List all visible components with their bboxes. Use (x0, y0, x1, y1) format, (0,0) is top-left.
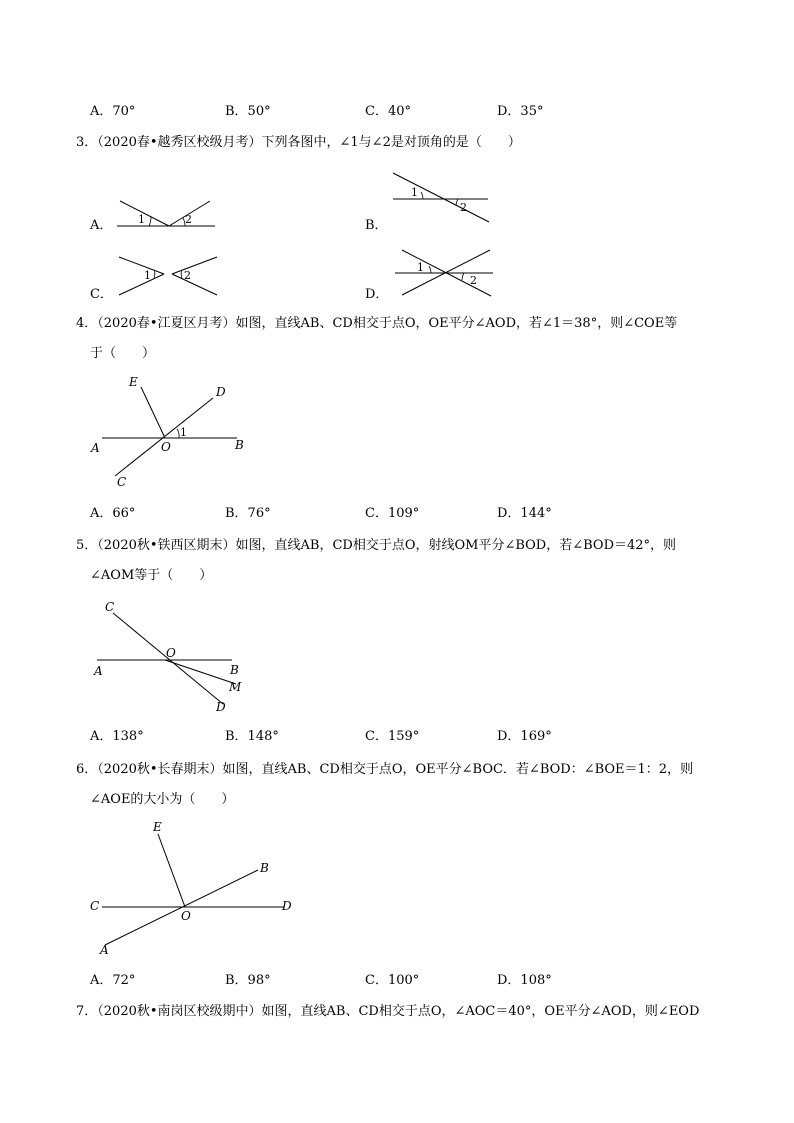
q6-label-a: A (100, 943, 109, 957)
q4-option-c: C．109° (365, 506, 420, 521)
q3a-label-1: 1 (138, 213, 145, 226)
q5-label-b: B (230, 663, 239, 677)
q6-stem-line1: 6．（2020秋•长春期末）如图，直线AB、CD相交于点O，OE平分∠BOC．若∠BOD：∠BOE＝1：2，则 (76, 762, 694, 777)
q4-ray-oe (141, 387, 165, 438)
q3d-label-1: 1 (417, 261, 424, 274)
q3c-label-2: 2 (184, 269, 191, 282)
q3b-arc-1 (421, 192, 423, 199)
q5-option-a: A．138° (90, 729, 144, 744)
q3d-arc-1 (429, 266, 431, 273)
q4-label-c: C (117, 475, 127, 489)
q6-option-d: D．108° (497, 973, 552, 988)
q4-label-d: D (216, 385, 226, 399)
q4-option-d: D．144° (497, 506, 552, 521)
q5-stem-line1: 5．（2020秋•铁西区期末）如图，直线AB，CD相交于点O，射线OM平分∠BOD，若∠BOD＝42°，则 (76, 538, 677, 553)
q4-arc-1 (177, 429, 179, 438)
q6-label-b: B (260, 861, 269, 875)
q3a-label-2: 2 (185, 213, 192, 226)
q6-option-a: A．72° (90, 973, 136, 988)
q5-option-b: B．148° (225, 729, 279, 744)
q6-label-d: D (282, 899, 292, 913)
q5-label-d: D (216, 700, 226, 714)
q6-label-e: E (153, 820, 162, 834)
q4-option-b: B．76° (225, 506, 271, 521)
q3c-left-upper (119, 257, 164, 274)
q6-stem-line2: ∠AOE的大小为（ ） (90, 792, 235, 807)
q6-figure (85, 815, 300, 960)
q5-label-o: O (166, 646, 176, 660)
q3-figure-c (112, 252, 222, 300)
q5-option-d: D．169° (497, 729, 552, 744)
q3b-label-1: 1 (411, 186, 418, 199)
q5-label-c: C (105, 600, 115, 614)
q3-figure-a (112, 192, 222, 234)
q6-label-c: C (90, 899, 100, 913)
q3b-arc-2 (456, 199, 458, 205)
q4-stem-line1: 4．（2020春•江夏区月考）如图，直线AB、CD相交于点O，OE平分∠AOD，若∠1＝38°，则∠COE等 (76, 316, 678, 331)
q4-label-a: A (91, 441, 100, 455)
q6-ray-oe (158, 834, 185, 907)
q3c-right-lower (172, 274, 217, 295)
q3-option-a-label: A． (90, 218, 113, 233)
q5-label-m: M (229, 680, 242, 694)
q2-option-b: B．50° (225, 104, 271, 119)
q4-label-b: B (235, 438, 244, 452)
q7-stem-line1: 7．（2020秋•南岗区校级期中）如图，直线AB、CD相交于点O，∠AOC＝40°，OE平分∠AOD，则∠EOD (76, 1004, 700, 1019)
q6-option-b: B．98° (225, 973, 271, 988)
q3b-transversal (393, 173, 489, 222)
q4-figure (85, 372, 260, 492)
q3c-arc-2 (181, 270, 182, 278)
q6-option-c: C．100° (365, 973, 420, 988)
q4-label-e: E (129, 375, 138, 389)
q5-ray-om (165, 660, 236, 684)
q4-option-a: A．66° (90, 506, 136, 521)
q3a-arc-1 (149, 217, 151, 226)
q4-label-o: O (161, 440, 171, 454)
q5-label-a: A (94, 664, 103, 678)
q3d-label-2: 2 (470, 274, 477, 287)
q4-stem-line2: 于（ ） (90, 346, 156, 361)
q3-option-b-label: B． (365, 218, 388, 233)
q2-option-d: D．35° (497, 104, 544, 119)
q3-option-d-label: D． (365, 287, 389, 302)
q3b-label-2: 2 (460, 201, 467, 214)
q3d-arc-2 (462, 273, 464, 280)
q3c-left-lower (119, 274, 164, 295)
q6-label-o: O (181, 909, 191, 923)
q5-figure (85, 595, 260, 720)
q5-option-c: C．159° (365, 729, 420, 744)
q2-option-c: C．40° (365, 104, 411, 119)
q2-option-a: A．70° (90, 104, 136, 119)
q3-figure-d (392, 246, 502, 301)
q3-figure-b (385, 165, 495, 230)
q4-label-1: 1 (180, 426, 187, 439)
q3c-right-upper (172, 257, 217, 274)
q3-option-c-label: C． (90, 287, 113, 302)
q3c-arc-1 (154, 270, 155, 278)
q5-stem-line2: ∠AOM等于（ ） (90, 568, 213, 583)
q3-stem: 3．（2020春•越秀区校级月考）下列各图中，∠1与∠2是对顶角的是（ ） (76, 135, 521, 150)
q3c-label-1: 1 (144, 269, 151, 282)
